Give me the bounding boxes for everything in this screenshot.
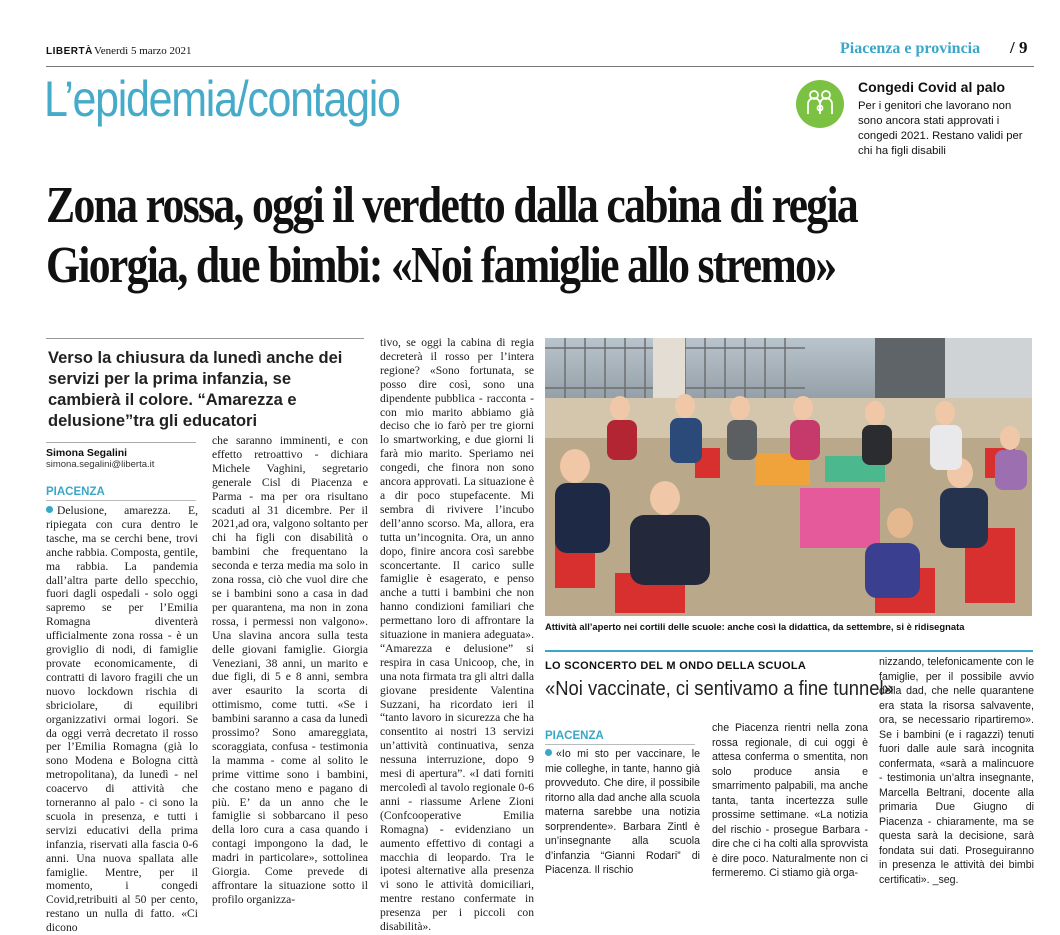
- page-number: / 9: [1010, 38, 1028, 57]
- secondary-column-2: che Piacenza rientri nella zona rossa regionale, di cui oggi è attesa conferma o smentita, non solo produce ansia e smarrimento palpabili, ma anche tanta, tanta incertezza sulle prossime settimane. «La notizia del rischio - prosegue Barbara - dire che ci ha colti alla sprovvista è dire poco. Naturalmente non ci fermeremo. Ci stiamo già orga-: [712, 722, 868, 879]
- article-column-3: tivo, se oggi la cabina di regia decreterà il rosso per l’intera regione? «Sono fortunata, se posso dire così, sono una dipendente pubblica - racconta - con mio marito abbiamo già deciso che io farò per tre giorni lo smartworking, e due giorni li farà mio marito. Speriamo nei congedi, che finora non sono ancora approvati. La situazione è a dir poco stupefacente. Mi sembra di rivivere l’incubo dell’anno scorso. Ma, allora, era tutta un’incognita. Ora, un anno dopo, finire ancora così sarebbe sconcertante. Il carico sulle famiglie è esagerato, e penso anche a tutti i bambini che non hanno condizioni familiari che permettano loro di affrontare la situazione in maniera adeguata». “Amarezza e delusione” si respira in casa Unicoop, che, in una nota firmata tra gli altri dalla giovane presidente Valentina Suzzani, ha ricordato ieri il “tanto lavoro in sicurezza che ha consentito ai nostri 13 servizi un’attività continuativa, senza nessuna interruzione, dopo 9 mesi di apertura”. «I dati forniti mercoledì al tavolo regionale 0-6 anni - riassume Arlene Zioni (Confcooperative Emilia Romagna) - evidenziano un aumento effettivo di contagi a macchia di leopardo. Tra le ipotesi alternative alla presenza vi sono le attività domiciliari, mentre restano confermate in presenza per i piccoli con disabilità».: [380, 336, 534, 934]
- article-column-1: [46, 504, 198, 935]
- issue-date: Venerdì 5 marzo 2021: [94, 45, 192, 57]
- author-name: Simona Segalini: [46, 447, 128, 459]
- article-column-1-text: Delusione, amarezza. E, ripiegata con cura dentro le tasche, ma se cerchi bene, trovi anche rabbia. Composta, gentile, ma rabbia. La pandemia dall’altra parte dello specchio, fuori dagli ospedali - solo oggi sapremo se per l’Emilia Romagna diventerà ufficialmente zona rossa - è un groviglio di nodi, di famiglie provate economicamente, di contratti di lavoro fragili che un nuovo lockdown rischia di sbriciolare, di equilibri organizzativi ormai logori. Se da oggi verrà decretato il rosso per l’Emilia Romagna (già lo sono Modena e Bologna città metropolitana), da lunedì - nel coacervo di attività che torneranno al palo - ci sono la scuola in presenza, e tutti i servizi educativi della prima infanzia, riservati alla fascia 0-6 anni. Una nuova spallata alle famiglie. Mentre, per il momento, i congedi Covid,retribuiti al 50 per cento, restano un nulla di fatto. «Ci dicono: [46, 504, 198, 935]
- dateline-location: PIACENZA: [46, 486, 105, 498]
- author-email[interactable]: simona.segalini@liberta.it: [46, 459, 155, 470]
- secondary-column-3: nizzando, telefonicamente con le famiglie, per il possibile avvio della dad, che nelle quarantene era stata la risorsa salvavente, ora, se necessario ripartiremo». Se i bambini (e i ragazzi) tenuti fuori dalle aule sarà incognita confermata, «sarà a malincuore - testimonia un’altra insegnante, Marcella Beltrani, docente alla primaria Due Giugno di Piacenza - chiaramente, ma se questa sarà la decisione, sarà fondata sui dati. Proseguiranno in presenza le attività dei bimbi certificati». _seg.: [879, 656, 1034, 886]
- photo-caption: Attività all’aperto nei cortili delle scuole: anche così la didattica, da settembre, si è ridisegnata: [545, 621, 965, 632]
- secondary-dateline-location: PIACENZA: [545, 730, 604, 742]
- family-icon: [796, 80, 844, 128]
- main-headline-line-1: Zona rossa, oggi il verdetto dalla cabina di regia: [46, 177, 858, 234]
- side-box-title: Congedi Covid al palo: [858, 79, 1006, 95]
- subheadline: Verso la chiusura da lunedì anche dei servizi per la prima infanzia, se cambierà il colore. “Amarezza e delusione”tra gli educatori: [48, 349, 343, 430]
- section-kicker: L’epidemia/contagio: [44, 71, 400, 127]
- caption-divider: [545, 650, 1033, 652]
- article-photo: [545, 338, 1032, 616]
- top-divider: [46, 66, 1034, 67]
- subhead-divider: [46, 338, 364, 339]
- secondary-headline: «Noi vaccinate, ci sentivamo a fine tunnel»: [545, 678, 894, 700]
- dateline-divider: [46, 500, 196, 501]
- secondary-kicker: LO SCONCERTO DEL M ONDO DELLA SCUOLA: [545, 660, 807, 672]
- newspaper-name: LIBERTÀ: [46, 46, 93, 57]
- article-column-2: che saranno imminenti, e con effetto retroattivo - dichiara Michele Vaghini, segretario generale Cisl di Piacenza e Parma - ma per ora risultano scaduti al 31 dicembre. Per il 2021,ad ora, valgono soltanto per chi ha figli con disabilità o bambini che frequentano la seconda e terza media ma solo in zona rossa, ciò che vuol dire che se i bambini sono a casa in dad per quarantena, ma non in zona rossa, i permessi non valgono». Una slavina ancora sulla testa delle giovani famiglie. Giorgia Veneziani, 38 anni, un marito e due figli, di 5 e 8 anni, sembra aver esaurito la scorta di ottimismo, come tutti. «Se i bambini saranno a casa da lunedì prossimo? Sono amareggiata, scoraggiata, confusa - testimonia la mamma - come al solito le prime vittime sono i bambini, che costano meno e pagano di più. E’ da un anno che le famiglie si sobbarcano il peso della loro cura a casa quando i contagi impongono la dad, le madri in particolare», sottolinea Giorgia. Come prevede di affrontare la situazione sotto il profilo organizza-: [212, 434, 368, 906]
- section-title: Piacenza e provincia: [840, 40, 981, 57]
- main-headline-line-2: Giorgia, due bimbi: «Noi famiglie allo stremo»: [46, 237, 836, 294]
- side-box-text: Per i genitori che lavorano non sono ancora stati approvati i congedi 2021. Restano validi per chi ha figli disabili: [858, 100, 1023, 157]
- byline-divider: [46, 442, 196, 443]
- bullet-icon: [46, 506, 53, 513]
- secondary-dateline-divider: [545, 744, 695, 745]
- secondary-column-1: [545, 747, 700, 878]
- secondary-column-1-text: «Io mi sto per vaccinare, le mie colleghe, in tante, hanno già provveduto. Che dire, il possibile ritorno alla dad anche alla scuola materna sarebbe una notizia sorprendente». Barbara Zintl è un’insegnante alla scuola d’infanzia “Gianni Rodari” di Piacenza. Il rischio: [545, 748, 700, 876]
- bullet-icon: [545, 749, 552, 756]
